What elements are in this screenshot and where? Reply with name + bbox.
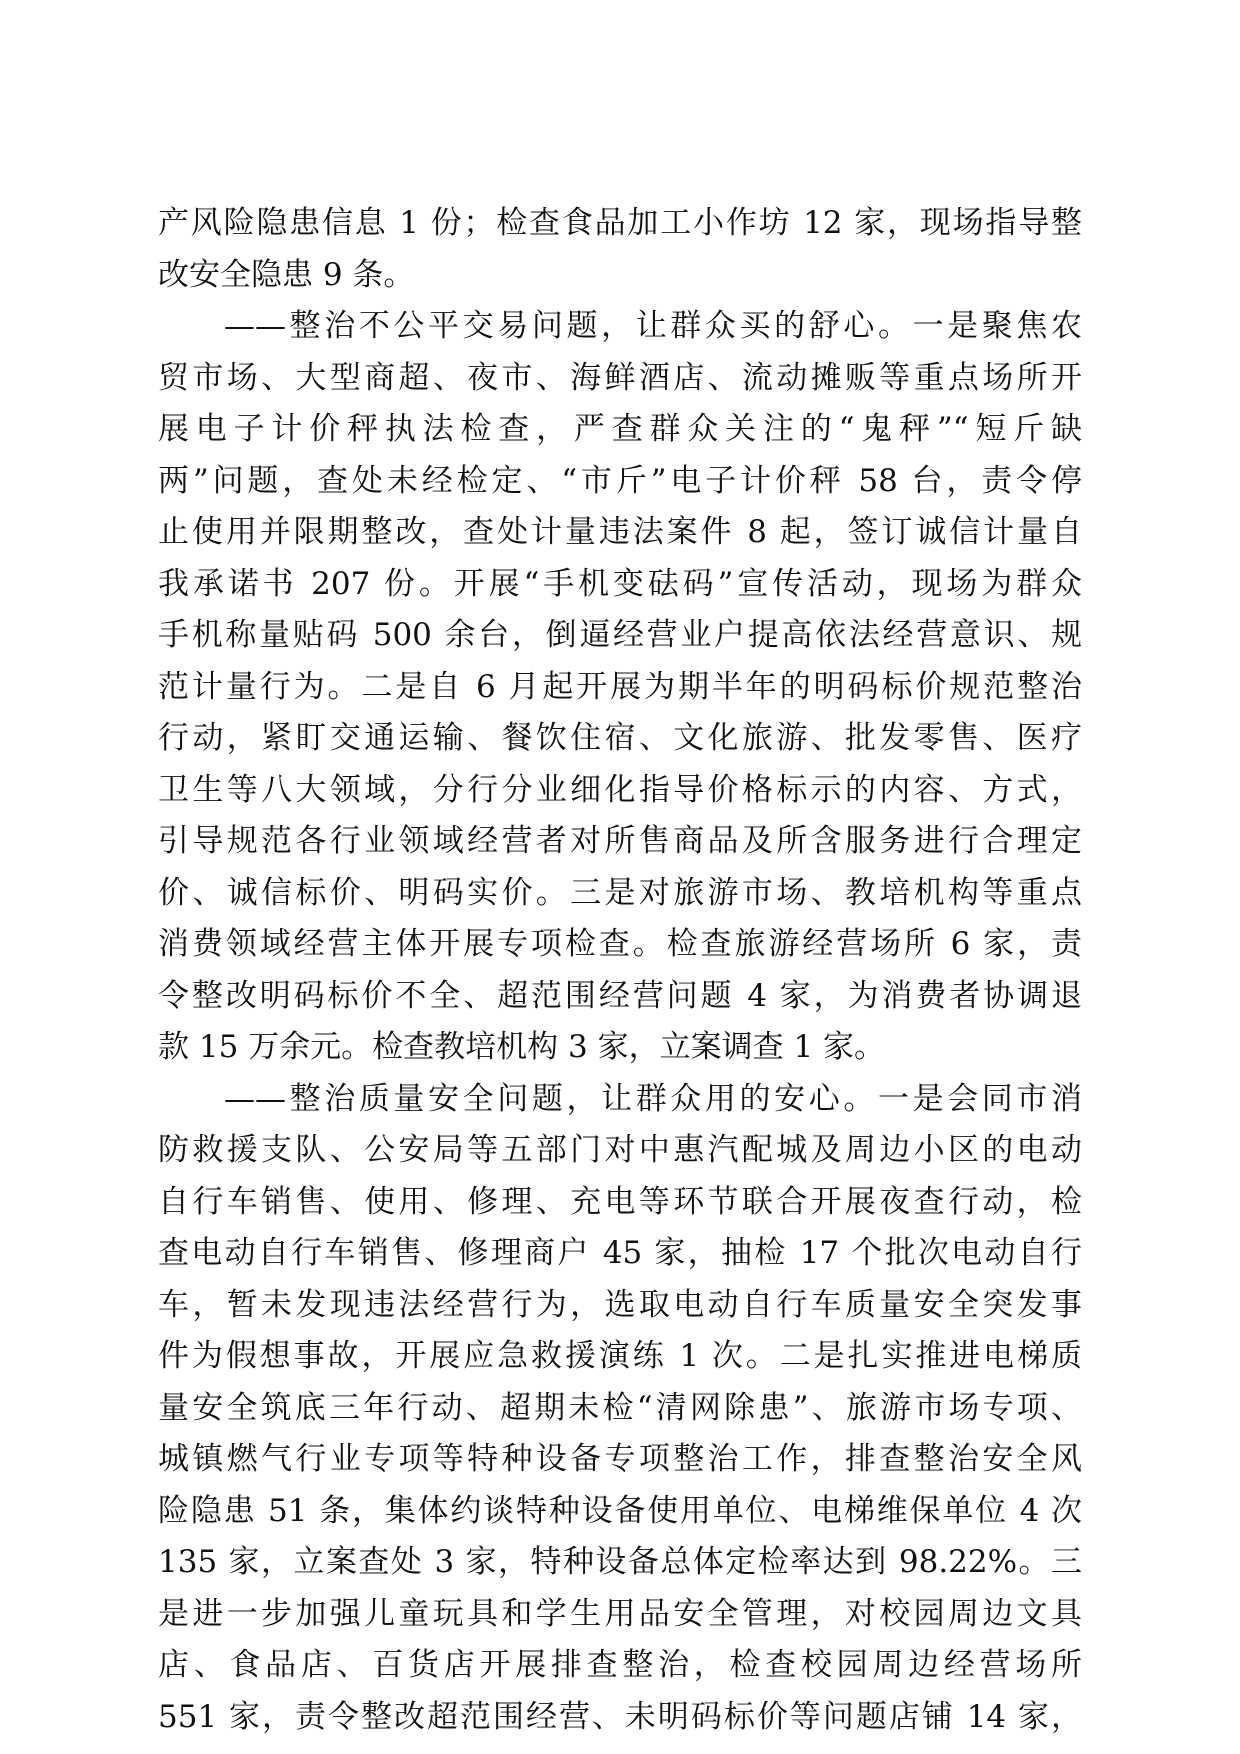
text-line: 卫生等八大领域，分行分业细化指导价格标示的内容、方式， xyxy=(158,771,1082,808)
text-line: 消费领域经营主体开展专项检查。检查旅游经营场所 6 家，责 xyxy=(158,926,1082,962)
text-line: 止使用并限期整改，查处计量违法案件 8 起，签订诚信计量自 xyxy=(158,514,1082,550)
paragraph xyxy=(158,198,1082,301)
text-line: 135 家，立案查处 3 家，特种设备总体定检率达到 98.22%。三 xyxy=(158,1544,1082,1580)
text-line: 范计量行为。二是自 6 月起开展为期半年的明码标价规范整治 xyxy=(158,668,1082,705)
paragraph xyxy=(158,301,1082,1074)
text-line: 手机称量贴码 500 余台，倒逼经营业户提高依法经营意识、规 xyxy=(158,617,1082,653)
text-line: 贸市场、大型商超、夜市、海鲜酒店、流动摊贩等重点场所开 xyxy=(158,359,1082,396)
text-line: 产风险隐患信息 1 份；检查食品加工小作坊 12 家，现场指导整 xyxy=(158,205,1082,241)
text-line: 551 家，责令整改超范围经营、未明码标价等问题店铺 14 家， xyxy=(158,1698,1082,1735)
text-line: 件为假想事故，开展应急救援演练 1 次。二是扎实推进电梯质 xyxy=(158,1338,1082,1374)
text-line: 两”问题，查处未经检定、“市斤”电子计价秤 58 台，责令停 xyxy=(158,462,1082,499)
text-line: ——整治质量安全问题，让群众用的安心。一是会同市消 xyxy=(224,1080,1082,1117)
text-line: 防救援支队、公安局等五部门对中惠汽配城及周边小区的电动 xyxy=(158,1132,1082,1168)
text-line: 店、食品店、百货店开展排查整治，检查校园周边经营场所 xyxy=(158,1647,1082,1683)
text-line: 行动，紧盯交通运输、餐饮住宿、文化旅游、批发零售、医疗 xyxy=(158,720,1082,756)
text-line: ——整治不公平交易问题，让群众买的舒心。一是聚焦农 xyxy=(224,308,1082,344)
document-body xyxy=(158,198,1082,1743)
text-line: 价、诚信标价、明码实价。三是对旅游市场、教培机构等重点 xyxy=(158,874,1082,911)
paragraph xyxy=(158,1074,1082,1744)
text-line: 车，暂未发现违法经营行为，选取电动自行车质量安全突发事 xyxy=(158,1286,1082,1323)
text-line: 改安全隐患 9 条。 xyxy=(158,256,415,293)
text-line: 是进一步加强儿童玩具和学生用品安全管理，对校园周边文具 xyxy=(158,1595,1082,1632)
text-line: 自行车销售、使用、修理、充电等环节联合开展夜查行动，检 xyxy=(158,1183,1082,1220)
text-line: 款 15 万余元。检查教培机构 3 家，立案调查 1 家。 xyxy=(158,1029,886,1065)
text-line: 险隐患 51 条，集体约谈特种设备使用单位、电梯维保单位 4 次 xyxy=(158,1492,1082,1529)
text-line: 查电动自行车销售、修理商户 45 家，抽检 17 个批次电动自行 xyxy=(158,1235,1082,1271)
text-line: 令整改明码标价不全、超范围经营问题 4 家，为消费者协调退 xyxy=(158,977,1082,1014)
text-line: 展电子计价秤执法检查，严查群众关注的“鬼秤”“短斤缺 xyxy=(158,411,1082,447)
text-line: 量安全筑底三年行动、超期未检“清网除患”、旅游市场专项、 xyxy=(158,1389,1082,1426)
text-line: 城镇燃气行业专项等特种设备专项整治工作，排查整治安全风 xyxy=(158,1441,1082,1477)
text-line: 引导规范各行业领域经营者对所售商品及所含服务进行合理定 xyxy=(158,823,1082,859)
text-line: 我承诺书 207 份。开展“手机变砝码”宣传活动，现场为群众 xyxy=(158,565,1082,602)
